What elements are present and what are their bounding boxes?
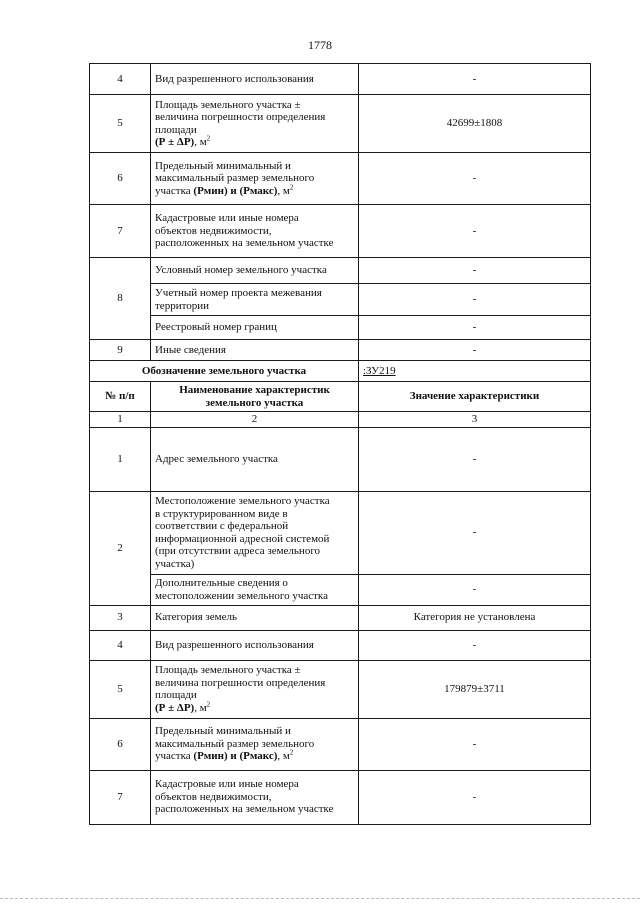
- characteristic-name: Вид разрешенного использования: [151, 630, 359, 660]
- characteristic-value: -: [359, 630, 591, 660]
- formula: (Рмин) и (Рмакс): [193, 184, 278, 197]
- table-row: [90, 205, 591, 258]
- characteristic-name: Условный номер земельного участка: [151, 258, 359, 284]
- land-plot-characteristics-table: [89, 63, 591, 825]
- header-value: Значение характеристики: [359, 382, 591, 412]
- column-index: 3: [359, 412, 591, 428]
- name-line: Местоположение земельного участка: [155, 495, 330, 507]
- characteristic-name: [151, 574, 359, 605]
- row-number: 8: [90, 258, 151, 340]
- table-row: [90, 64, 591, 95]
- scan-edge-line: [0, 898, 640, 899]
- characteristic-name: Иные сведения: [151, 340, 359, 361]
- characteristic-name: [151, 770, 359, 824]
- formula: (Рмин) и (Рмакс): [193, 750, 278, 763]
- unit-superscript: 2: [289, 748, 294, 757]
- characteristic-name: [151, 284, 359, 316]
- name-line: расположенных на земельном участке: [155, 803, 334, 816]
- characteristic-name: Реестровый номер границ: [151, 316, 359, 340]
- name-lead: участка: [155, 750, 194, 763]
- table-row: [90, 316, 591, 340]
- name-line: Предельный минимальный и: [155, 159, 291, 172]
- row-number: 2: [90, 491, 151, 605]
- characteristic-value: -: [359, 770, 591, 824]
- characteristic-value: -: [359, 427, 591, 491]
- characteristic-name: Вид разрешенного использования: [151, 64, 359, 95]
- designation-row: [90, 361, 591, 382]
- unit-superscript: 2: [206, 134, 211, 143]
- name-line: Площадь земельного участка ±: [155, 98, 301, 111]
- row-number: 1: [90, 427, 151, 491]
- characteristic-name: [151, 660, 359, 718]
- characteristic-value: -: [359, 64, 591, 95]
- table-row: [90, 427, 591, 491]
- name-line: информационной адресной системой: [155, 532, 330, 545]
- name-line: территории: [155, 299, 210, 312]
- row-number: 7: [90, 205, 151, 258]
- table-row: [90, 574, 591, 605]
- name-line: в структурированном виде в: [155, 507, 288, 520]
- unit-superscript: 2: [206, 699, 211, 708]
- name-line: Кадастровые или иные номера: [155, 778, 299, 791]
- characteristic-name: Категория земель: [151, 605, 359, 630]
- unit: , м: [194, 701, 207, 714]
- characteristic-name: Адрес земельного участка: [151, 427, 359, 491]
- characteristic-value: -: [359, 574, 591, 605]
- row-number: 5: [90, 95, 151, 153]
- name-line: величина погрешности определения: [155, 111, 326, 123]
- characteristic-value: -: [359, 284, 591, 316]
- name-line: соответствии с федеральной: [155, 520, 289, 532]
- characteristic-value: -: [359, 316, 591, 340]
- table-row: [90, 770, 591, 824]
- designation-label: Обозначение земельного участка: [90, 361, 359, 382]
- name-line: Учетный номер проекта межевания: [155, 287, 322, 299]
- row-number: 9: [90, 340, 151, 361]
- name-lead: участка: [155, 184, 194, 197]
- table-header-row: [90, 382, 591, 412]
- unit-superscript: 2: [289, 183, 294, 192]
- characteristic-name: [151, 718, 359, 770]
- designation-value: :ЗУ219: [359, 361, 591, 382]
- unit: , м: [277, 184, 290, 197]
- column-index: 1: [90, 412, 151, 428]
- characteristic-name: [151, 95, 359, 153]
- name-line: площади: [155, 123, 197, 136]
- name-line: (при отсутствии адреса земельного: [155, 545, 321, 557]
- table-row: [90, 340, 591, 361]
- name-line: максимальный размер земельного: [155, 737, 315, 750]
- table-row: [90, 95, 591, 153]
- name-line: Площадь земельного участка ±: [155, 664, 301, 676]
- name-line: Предельный минимальный и: [155, 725, 291, 738]
- row-number: 4: [90, 64, 151, 95]
- page-number: 1778: [308, 38, 332, 52]
- name-line: величина погрешности определения: [155, 676, 326, 689]
- row-number: 5: [90, 660, 151, 718]
- name-line: местоположении земельного участка: [155, 589, 328, 602]
- header-name: [151, 382, 359, 412]
- name-line: участка): [155, 557, 195, 570]
- name-line: Дополнительные сведения о: [155, 577, 288, 589]
- characteristic-value: 179879±3711: [359, 660, 591, 718]
- characteristic-value: -: [359, 205, 591, 258]
- characteristic-name: [151, 491, 359, 574]
- header-line: земельного участка: [205, 396, 304, 409]
- table-row: [90, 153, 591, 205]
- characteristic-name: [151, 205, 359, 258]
- name-line: площади: [155, 689, 197, 701]
- table-row: [90, 491, 591, 574]
- characteristic-value: -: [359, 340, 591, 361]
- row-number: 6: [90, 718, 151, 770]
- unit: , м: [194, 136, 207, 148]
- table-row: [90, 660, 591, 718]
- table-row: [90, 630, 591, 660]
- header-line: Наименование характеристик: [179, 384, 330, 396]
- table-row: [90, 258, 591, 284]
- formula: (Р ± ΔР): [155, 136, 195, 148]
- column-index-row: [90, 412, 591, 428]
- row-number: 7: [90, 770, 151, 824]
- column-index: 2: [151, 412, 359, 428]
- row-number: 4: [90, 630, 151, 660]
- name-line: объектов недвижимости,: [155, 790, 272, 803]
- name-line: расположенных на земельном участке: [155, 237, 334, 250]
- name-line: максимальный размер земельного: [155, 172, 315, 185]
- name-line: Кадастровые или иные номера: [155, 212, 299, 225]
- characteristic-name: [151, 153, 359, 205]
- name-line: объектов недвижимости,: [155, 224, 272, 237]
- row-number: 6: [90, 153, 151, 205]
- row-number: 3: [90, 605, 151, 630]
- table-row: [90, 284, 591, 316]
- header-number: № п/п: [90, 382, 151, 412]
- characteristic-value: -: [359, 258, 591, 284]
- formula: (Р ± ΔР): [155, 701, 195, 714]
- characteristic-value: -: [359, 491, 591, 574]
- characteristic-value: -: [359, 153, 591, 205]
- characteristic-value: 42699±1808: [359, 95, 591, 153]
- characteristic-value: Категория не установлена: [359, 605, 591, 630]
- table-row: [90, 718, 591, 770]
- unit: , м: [277, 750, 290, 763]
- table-row: [90, 605, 591, 630]
- characteristic-value: -: [359, 718, 591, 770]
